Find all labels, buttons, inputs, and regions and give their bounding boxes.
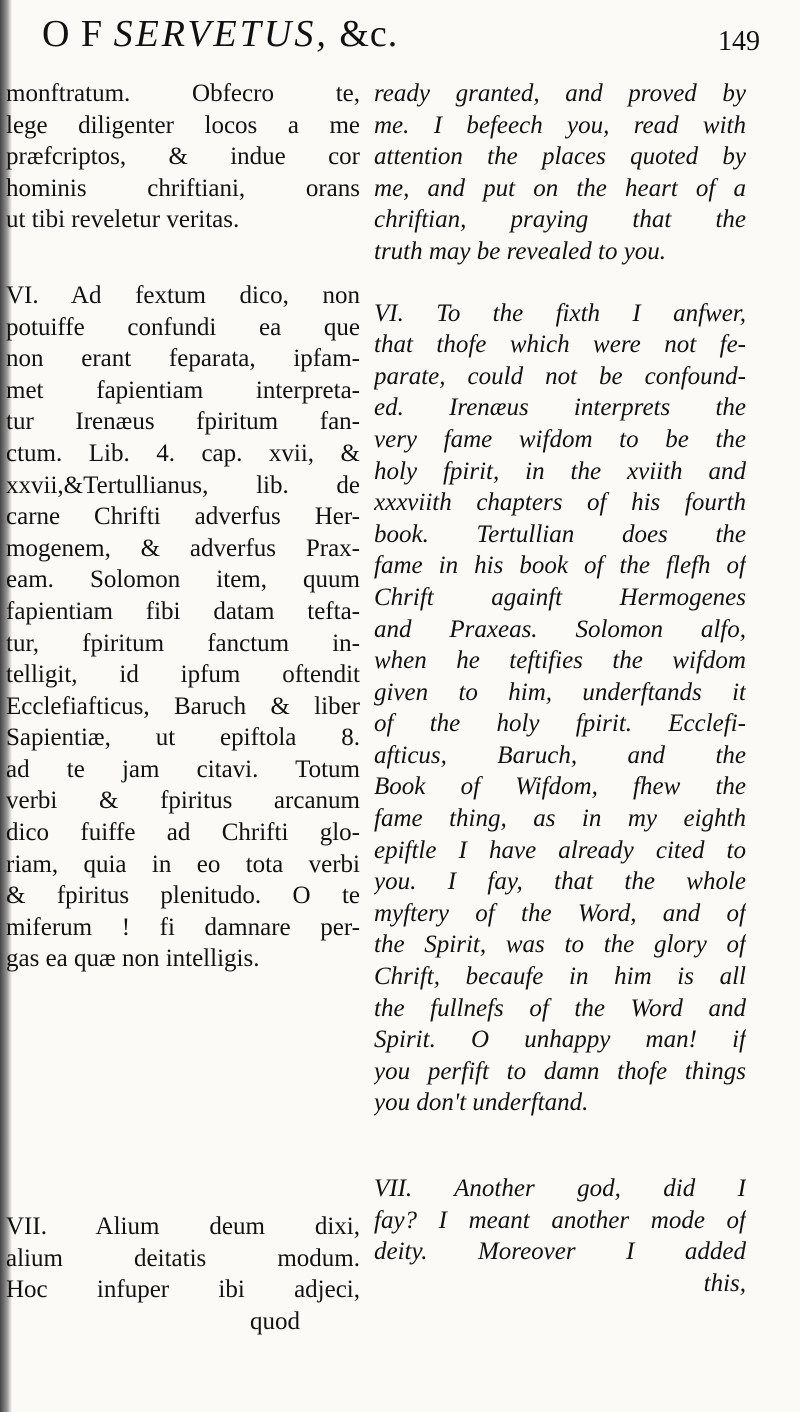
text-line: Ecclefiafticus, Baruch & liber: [6, 692, 360, 720]
text-line: Hoc infuper ibi adjeci,: [6, 1276, 360, 1304]
text-line: afticus, Baruch, and the: [374, 741, 746, 769]
text-line: xxxviith chapters of his fourth: [374, 489, 746, 517]
running-title-etc: &c.: [339, 13, 399, 55]
text-line: lege diligenter locos a me: [6, 111, 360, 139]
text-line: VI. Ad fextum dico, non: [6, 281, 360, 309]
text-line: fapientiam fibi datam tefta-: [6, 597, 360, 625]
text-line: Chrift, becaufe in him is all: [374, 963, 746, 991]
text-line: epiftle I have already cited to: [374, 836, 746, 864]
text-line: riam, quia in eo tota verbi: [6, 850, 360, 878]
text-line: me, and put on the heart of a: [374, 174, 746, 202]
running-header: [42, 6, 760, 66]
text-line: VII. Alium deum dixi,: [6, 1213, 360, 1241]
text-line: & fpiritus plenitudo. O te: [6, 882, 360, 910]
latin-paragraph-7: [6, 1211, 360, 1337]
text-line: ed. Irenæus interprets the: [374, 394, 746, 422]
text-line: Chrift againft Hermogenes: [374, 583, 746, 611]
text-line: xxvii,&Tertullianus, lib. de: [6, 471, 360, 499]
text-line: verbi & fpiritus arcanum: [6, 787, 360, 815]
text-line: myftery of the Word, and of: [374, 899, 746, 927]
text-line: and Praxeas. Solomon alfo,: [374, 615, 746, 643]
latin-paragraph-6: [6, 280, 360, 975]
text-line: holy fpirit, in the xviith and: [374, 457, 746, 485]
text-line: potuiffe confundi ea que: [6, 313, 360, 341]
text-line: the fullnefs of the Word and: [374, 994, 746, 1022]
text-line: mogenem, & adverfus Prax-: [6, 534, 360, 562]
english-paragraph-1: [374, 78, 746, 268]
text-line: eam. Solomon item, quum: [6, 566, 360, 594]
running-title: [42, 12, 398, 56]
text-line: of the holy fpirit. Ecclefi-: [374, 710, 746, 738]
text-line: you. I fay, that the whole: [374, 868, 746, 896]
latin-paragraph-1: [6, 78, 360, 236]
text-line: ctum. Lib. 4. cap. xvii, &: [6, 439, 360, 467]
text-line: hominis chriftiani, orans: [6, 174, 360, 202]
text-line: attention the places quoted by: [374, 143, 746, 171]
text-line: gas ea quæ non intelligis.: [6, 945, 260, 973]
text-line: fame thing, as in my eighth: [374, 805, 746, 833]
text-line: Book of Wifdom, fhew the: [374, 773, 746, 801]
catchword: quod: [250, 1307, 300, 1335]
text-line: ready granted, and proved by: [374, 80, 746, 107]
text-line: tur, fpiritum fanctum in-: [6, 629, 360, 657]
text-line: præfcriptos, & indue cor: [6, 143, 360, 171]
text-line: you perfift to damn thofe things: [374, 1057, 746, 1085]
text-line: that thofe which were not fe-: [374, 331, 746, 359]
text-line: fay? I meant another mode of: [374, 1206, 746, 1234]
text-line: the Spirit, was to the glory of: [374, 931, 746, 959]
text-line: ad te jam citavi. Totum: [6, 755, 360, 783]
english-column: [374, 78, 746, 1299]
text-line: parate, could not be confound-: [374, 362, 746, 390]
running-title-of: O F: [42, 13, 104, 55]
text-line: tur Irenæus fpiritum fan-: [6, 408, 360, 436]
english-paragraph-7: [374, 1173, 746, 1299]
text-line: miferum ! fi damnare per-: [6, 913, 360, 941]
running-title-servetus: SERVETUS,: [113, 13, 329, 55]
text-line: chriftian, praying that the: [374, 206, 746, 234]
page-number: 149: [718, 26, 760, 57]
text-line: very fame wifdom to be the: [374, 425, 746, 453]
text-line: me. I befeech you, read with: [374, 111, 746, 139]
text-line: deity. Moreover I added: [374, 1238, 746, 1266]
text-line: truth may be revealed to you.: [374, 237, 667, 265]
text-line: VI. To the fixth I anfwer,: [374, 299, 746, 327]
text-line: non erant feparata, ipfam-: [6, 345, 360, 373]
text-line: book. Tertullian does the: [374, 520, 746, 548]
text-line: telligit, id ipfum oftendit: [6, 661, 360, 689]
text-line: carne Chrifti adverfus Her-: [6, 503, 360, 531]
text-line: given to him, underftands it: [374, 678, 746, 706]
text-line: monftratum. Obfecro te,: [6, 80, 360, 107]
text-line: alium deitatis modum.: [6, 1244, 360, 1272]
text-line: dico fuiffe ad Chrifti glo-: [6, 819, 360, 847]
text-line: you don't underftand.: [374, 1089, 589, 1117]
text-line: VII. Another god, did I: [374, 1175, 746, 1202]
english-paragraph-6: [374, 298, 746, 1119]
catchword: this,: [703, 1269, 746, 1297]
latin-column: [6, 78, 360, 1337]
text-line: when he teftifies the wifdom: [374, 647, 746, 675]
text-line: ut tibi reveletur veritas.: [6, 206, 240, 234]
text-line: fame in his book of the flefh of: [374, 552, 746, 580]
text-line: met fapientiam interpreta-: [6, 376, 360, 404]
text-line: Spirit. O unhappy man! if: [374, 1026, 746, 1054]
text-line: Sapientiæ, ut epiftola 8.: [6, 724, 360, 752]
